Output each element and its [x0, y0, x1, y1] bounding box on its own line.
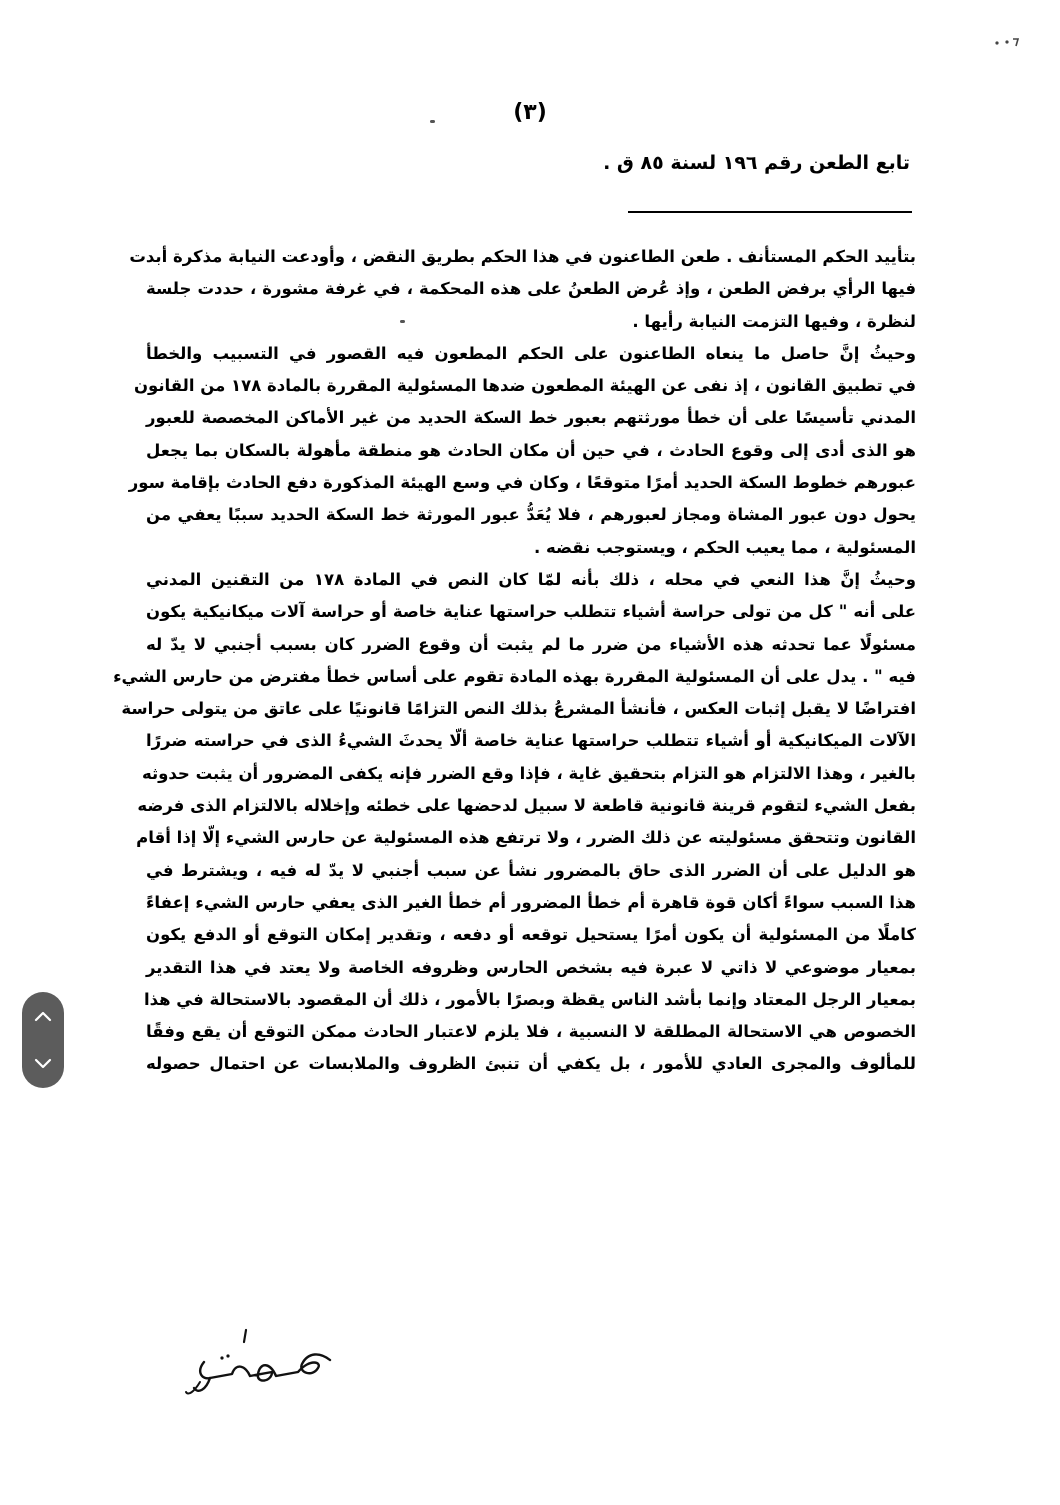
body-text — [113, 241, 917, 1081]
corner-marks — [994, 34, 1020, 52]
case-header: تابع الطعن رقم ١٩٦ لسنة ٨٥ ق . — [603, 152, 910, 174]
body-line: القانون وتتحقق مسئوليته عن ذلك الضرر ، ولا ترتفع هذه المسئولية عن حارس الشيء إلّا إذا أقام — [136, 828, 916, 848]
body-line: هو الدليل على أن الضرر الذى حاق بالمضرور نشأ عن سبب أجنبي لا يدّ له فيه ، ويشترط في — [146, 860, 916, 880]
body-line: للمألوف والمجرى العادي للأمور ، بل يكفي أن تنبئ الظروف والملابسات عن احتمال حصوله — [146, 1054, 916, 1074]
ink-speck — [400, 320, 405, 323]
body-line: بتأييد الحكم المستأنف . طعن الطاعنون في هذا الحكم بطريق النقض ، وأودعت النيابة مذكرة أبدت — [129, 247, 916, 266]
body-line: بمعيار الرجل المعتاد وإنما بأشد الناس يقظة وبصرًا بالأمور ، ذلك أن المقصود بالاستحالة في هذا — [143, 989, 916, 1009]
body-line: وحيثُ إنَّ هذا النعي في محله ، ذلك بأنه لمّا كان النص في المادة ١٧٨ من التقنين المدني — [146, 569, 917, 589]
chevron-up-icon — [34, 1010, 52, 1022]
body-line: افتراضًا لا يقبل إثبات العكس ، فأنشأ المشرعُ بذلك النص التزامًا قانونيًا على عاتق من يتولى حراسة — [121, 699, 916, 719]
body-line: فيها الرأي برفض الطعن ، وإذ عُرض الطعنُ على هذه المحكمة ، في غرفة مشورة ، حددت جلسة — [146, 279, 916, 299]
body-line: المسئولية ، مما يعيب الحكم ، ويستوجب نقضه . — [534, 537, 916, 557]
page-number: (٣) — [513, 100, 547, 125]
body-line: بفعل الشيء لتقوم قرينة قانونية قاطعة لا سبيل لدحضها على خطئه وإخلاله بالالتزام الذى فرضه — [137, 796, 916, 816]
body-line: مسئولًا عما تحدثه هذه الأشياء من ضرر ما لم يثبت أن وقوع الضرر كان بسبب أجنبي لا يدّ له — [146, 634, 916, 654]
scroll-up-button[interactable] — [29, 1002, 57, 1030]
body-line: فيه " . يدل على أن المسئولية المقررة بهذه المادة تقوم على أساس خطأ مفترض من حارس الشيء — [113, 666, 916, 686]
body-line: على أنه " كل من تولى حراسة أشياء تتطلب حراستها عناية خاصة أو حراسة آلات ميكانيكية يكون — [146, 602, 916, 622]
handwritten-signature — [180, 1322, 350, 1402]
chevron-down-icon — [34, 1058, 52, 1070]
body-line: يحول دون عبور المشاة ومجاز لعبورهم ، فلا يُعَدُّ عبور المورثة خط السكة الحديد سببًا يعفي من — [146, 505, 916, 525]
body-line: هذا السبب سواءً أكان قوة قاهرة أم خطأ المضرور أم خطأ الغير الذى يعفي حارس الشيء إعفاءً — [146, 892, 916, 912]
body-line: المدني تأسيسًا على أن خطأ مورثتهم بعبور خط السكة الحديد من غير الأماكن المخصصة للعبور — [146, 408, 916, 428]
body-line: في تطبيق القانون ، إذ نفى عن الهيئة المطعون ضدها المسئولية المقررة بالمادة ١٧٨ من القانون — [133, 376, 916, 396]
body-line: هو الذى أدى إلى وقوع الحادث ، في حين أن مكان الحادث هو منطقة مأهولة بالسكان بما يجعل — [146, 440, 916, 460]
body-line: بالغير ، وهذا الالتزام هو التزام بتحقيق غاية ، فإذا وقع الضرر فإنه يكفى المضرور أن يثبت حدوثه — [141, 763, 916, 783]
scroll-down-button[interactable] — [29, 1050, 57, 1078]
body-line: الآلات الميكانيكية أو أشياء تتطلب حراستها عناية خاصة ألّا يحدثَ الشيءُ الذى في حراسته ضررًا — [146, 731, 916, 751]
body-line: لنظرة ، وفيها التزمت النيابة رأيها . — [632, 311, 916, 331]
ink-speck — [430, 120, 435, 123]
page-scroll-control — [22, 992, 64, 1088]
body-line: كاملًا من المسئولية أن يكون أمرًا يستحيل توقعه أو دفعه ، وتقدير إمكان التوقع أو الدفع يكون — [146, 925, 916, 945]
body-line: عبورهم خطوط السكة الحديد أمرًا متوقعًا ، وكان في وسع الهيئة المذكورة دفع الحادث بإقامة سور — [128, 473, 916, 493]
body-line: بمعيار موضوعي لا ذاتي لا عبرة فيه بشخص الحارس وظروفه الخاصة ولا يعتد في هذا التقدير — [146, 957, 916, 977]
body-line: الخصوص هي الاستحالة المطلقة لا النسبية ، فلا يلزم لاعتبار الحادث ممكن التوقع أن يقع وفقًا — [146, 1022, 916, 1042]
body-line: وحيثُ إنَّ حاصل ما ينعاه الطاعنون على الحكم المطعون فيه القصور في التسبيب والخطأ — [146, 343, 916, 363]
header-divider — [628, 211, 912, 213]
